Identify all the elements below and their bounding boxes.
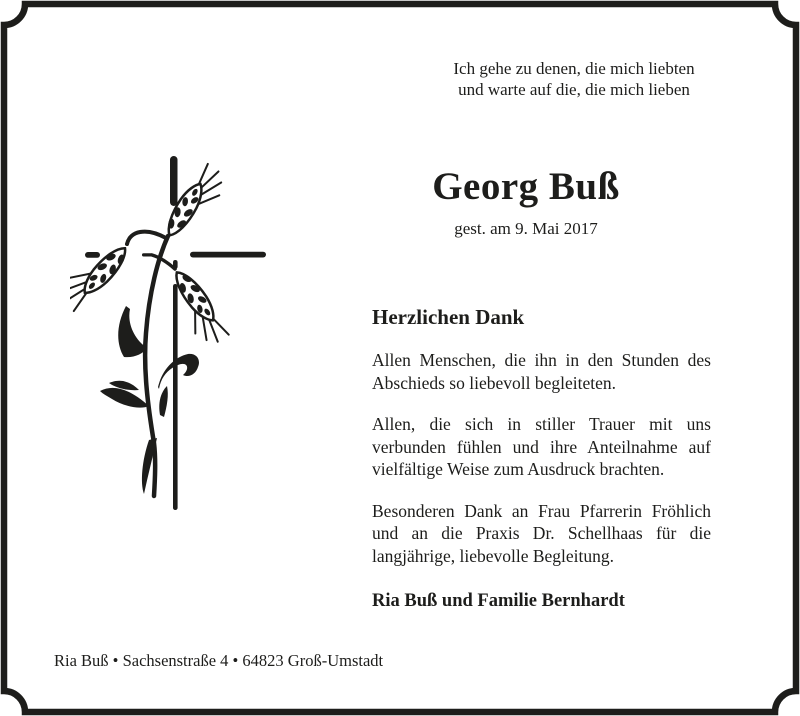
cross-lower-beam: [173, 284, 178, 510]
wheat-ear-right: [159, 267, 233, 351]
wheat-ear-left: [70, 234, 132, 315]
epigraph: [436, 58, 712, 100]
thanks-paragraph-1: Allen Menschen, die ihn in den Stunden des Abschieds so liebevoll begleiteten.: [372, 350, 711, 393]
cross-wheat-illustration: [70, 143, 270, 543]
thanks-paragraph-2: Allen, die sich in stiller Trauer mit uns verbunden fühlen und ihre Anteilnahme auf vielfältige Weise zum Ausdruck brachten.: [372, 414, 711, 479]
cross-right-arm: [190, 252, 266, 258]
footer-address: Ria Buß • Sachsenstraße 4 • 64823 Groß-Umstadt: [54, 651, 384, 670]
thanks-heading: Herzlichen Dank: [372, 305, 525, 329]
thanks-paragraph-3: Besonderen Dank an Frau Pfarrerin Fröhlich und an die Praxis Dr. Schellhaas für die langjährige, liebevolle Begleitung.: [372, 500, 711, 566]
title-block: [356, 167, 696, 239]
epigraph-line-1: Ich gehe zu denen, die mich liebten: [453, 59, 695, 78]
death-date: gest. am 9. Mai 2017: [454, 219, 598, 238]
cross-left-arm: [85, 252, 100, 258]
epigraph-line-2: und warte auf die, die mich lieben: [458, 80, 690, 99]
thanks-column: [372, 305, 711, 612]
signature: Ria Buß und Familie Bernhardt: [372, 591, 625, 611]
deceased-name: Georg Buß: [432, 165, 620, 208]
cross-top-beam: [170, 156, 178, 206]
